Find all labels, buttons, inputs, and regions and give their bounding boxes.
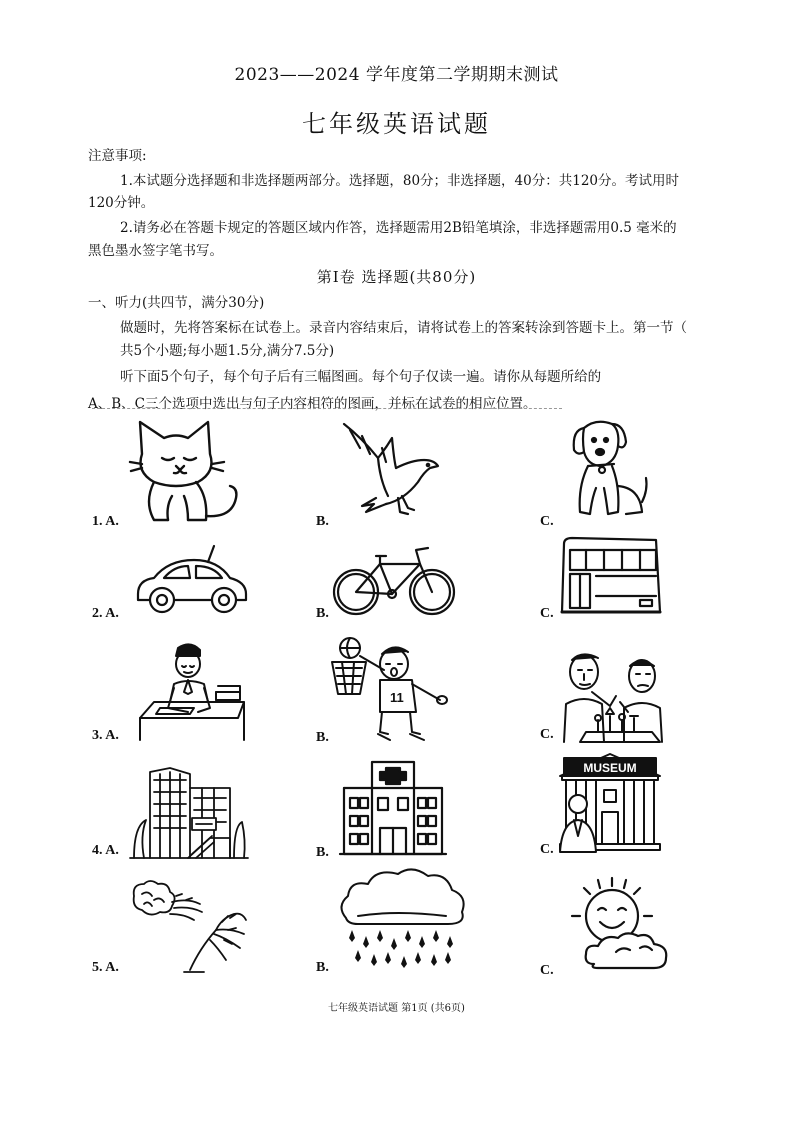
q4-option-c-label: C. bbox=[540, 842, 554, 857]
student-studying-icon bbox=[134, 642, 250, 742]
car-icon bbox=[134, 544, 250, 616]
q5-option-a-label: 5. A. bbox=[92, 960, 119, 975]
q3-option-b-label: B. bbox=[316, 730, 329, 745]
rainy-cloud-icon bbox=[336, 866, 470, 970]
q4-option-b-label: B. bbox=[316, 845, 329, 860]
exam-title: 2023——2024 学年度第二学期期末测试 bbox=[234, 65, 559, 85]
q1-option-b-label: B. bbox=[316, 514, 329, 529]
windy-weather-icon bbox=[130, 878, 248, 974]
bicycle-icon bbox=[330, 544, 458, 618]
jersey-number: 11 bbox=[390, 690, 404, 705]
dog-icon bbox=[562, 416, 650, 524]
q2-option-c-label: C. bbox=[540, 606, 554, 621]
basketball-player-icon bbox=[330, 636, 452, 744]
notes-item2-line1: 2.请务必在答题卡规定的答题区域内作答，选择题需用2B铅笔填涂，非选择题需用0.5 毫米的 bbox=[120, 220, 677, 236]
notes-item1-line2: 120分钟。 bbox=[88, 195, 155, 211]
library-building-icon bbox=[130, 766, 248, 860]
museum-sign-text: MUSEUM bbox=[583, 761, 637, 775]
section-title: 第Ⅰ卷 选择题(共80分) bbox=[316, 268, 477, 286]
q3-option-c-label: C. bbox=[540, 727, 554, 742]
notes-item1-line1: 1.本试题分选择题和非选择题两部分。选择题，80分；非选择题，40分：共120分。考试用时 bbox=[120, 173, 680, 189]
listening-intro-line2: 共5个小题;每小题1.5分,满分7.5分) bbox=[120, 343, 335, 359]
listening-instr-line2: A、B、C三个选项中选出与句子内容相符的图画，并标在试卷的相应位置。 bbox=[88, 396, 537, 412]
page-footer: 七年级英语试题 第1页 (共6页) bbox=[328, 1003, 465, 1014]
q1-option-a-label: 1. A. bbox=[92, 514, 119, 529]
paper-title: 七年级英语试题 bbox=[302, 110, 491, 138]
chess-players-icon bbox=[556, 646, 668, 744]
q3-option-a-label: 3. A. bbox=[92, 728, 119, 743]
cat-icon bbox=[128, 416, 240, 528]
q5-option-b-label: B. bbox=[316, 960, 329, 975]
listening-intro-line1: 做题时，先将答案标在试卷上。录音内容结束后，请将试卷上的答案转涂到答题卡上。第一节（ bbox=[120, 320, 687, 336]
museum-icon bbox=[556, 752, 664, 860]
bus-icon bbox=[556, 536, 664, 618]
sunny-cloud-icon bbox=[560, 872, 674, 976]
bird-icon bbox=[338, 420, 442, 520]
notes-heading: 注意事项: bbox=[88, 148, 147, 164]
dashed-divider bbox=[92, 408, 562, 409]
q2-option-a-label: 2. A. bbox=[92, 606, 119, 621]
q4-option-a-label: 4. A. bbox=[92, 843, 119, 858]
q5-option-c-label: C. bbox=[540, 963, 554, 978]
listening-heading: 一、听力(共四节，满分30分) bbox=[88, 295, 265, 311]
q2-option-b-label: B. bbox=[316, 606, 329, 621]
listening-instr-line1: 听下面5个句子，每个句子后有三幅图画。每个句子仅读一遍。请你从每题所给的 bbox=[120, 369, 602, 385]
hospital-icon bbox=[338, 758, 448, 858]
q1-option-c-label: C. bbox=[540, 514, 554, 529]
notes-item2-line2: 黑色墨水签字笔书写。 bbox=[88, 243, 223, 259]
